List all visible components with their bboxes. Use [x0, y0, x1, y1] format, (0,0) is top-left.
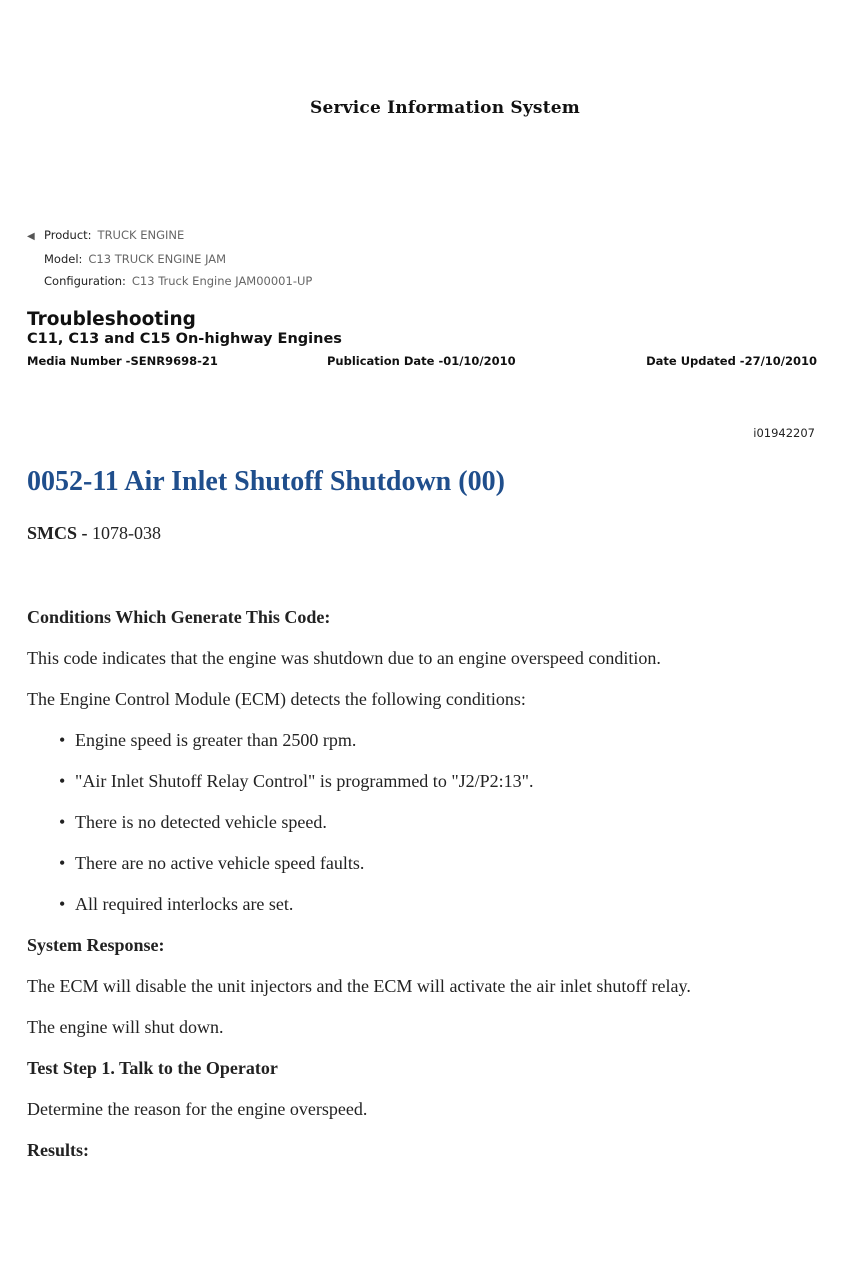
product-info [27, 224, 312, 292]
product-value: TRUCK ENGINE [97, 228, 185, 242]
list-item: • "Air Inlet Shutoff Relay Control" is programmed to "J2/P2:13". [75, 768, 817, 794]
system-response-paragraph-1: The ECM will disable the unit injectors and the ECM will activate the air inlet shutoff relay. [27, 976, 691, 996]
date-updated: Date Updated -27/10/2010 [646, 354, 817, 368]
model-label: Model: [44, 252, 83, 266]
configuration-row [27, 270, 312, 292]
configuration-value: C13 Truck Engine JAM00001-UP [131, 274, 313, 288]
smcs-label: SMCS - [27, 523, 88, 543]
chevron-left-icon[interactable]: ◀ [27, 231, 35, 242]
document-subtitle: C11, C13 and C15 On-highway Engines [27, 331, 342, 347]
list-item: • There is no detected vehicle speed. [75, 809, 817, 835]
results-heading: Results: [27, 1140, 89, 1160]
system-response-paragraph-2: The engine will shut down. [27, 1017, 224, 1037]
conditions-list [27, 727, 817, 917]
test-step-heading: Test Step 1. Talk to the Operator [27, 1058, 278, 1078]
list-item: • Engine speed is greater than 2500 rpm. [75, 727, 817, 753]
system-title: Service Information System [310, 98, 580, 118]
main-content [27, 462, 817, 1163]
product-row [27, 224, 312, 248]
conditions-heading: Conditions Which Generate This Code: [27, 607, 331, 627]
smcs-line [27, 520, 817, 546]
product-label: Product: [44, 228, 92, 242]
model-row [27, 248, 312, 270]
page-title: 0052-11 Air Inlet Shutoff Shutdown (00) [27, 466, 505, 497]
publication-date: Publication Date -01/10/2010 [327, 354, 516, 368]
list-item: • There are no active vehicle speed faults. [75, 850, 817, 876]
document-id: i01942207 [753, 426, 815, 440]
smcs-value: 1078-038 [92, 523, 162, 543]
system-response-heading: System Response: [27, 935, 165, 955]
test-step-paragraph: Determine the reason for the engine overspeed. [27, 1099, 368, 1119]
document-type: Troubleshooting [27, 309, 196, 330]
configuration-label: Configuration: [44, 274, 126, 288]
model-value: C13 TRUCK ENGINE JAM [88, 252, 227, 266]
document-header [27, 309, 817, 368]
conditions-paragraph-1: This code indicates that the engine was shutdown due to an engine overspeed condition. [27, 648, 661, 668]
media-number: Media Number -SENR9698-21 [27, 354, 218, 368]
conditions-paragraph-2: The Engine Control Module (ECM) detects the following conditions: [27, 689, 526, 709]
document-meta [27, 354, 817, 368]
list-item: • All required interlocks are set. [75, 891, 817, 917]
